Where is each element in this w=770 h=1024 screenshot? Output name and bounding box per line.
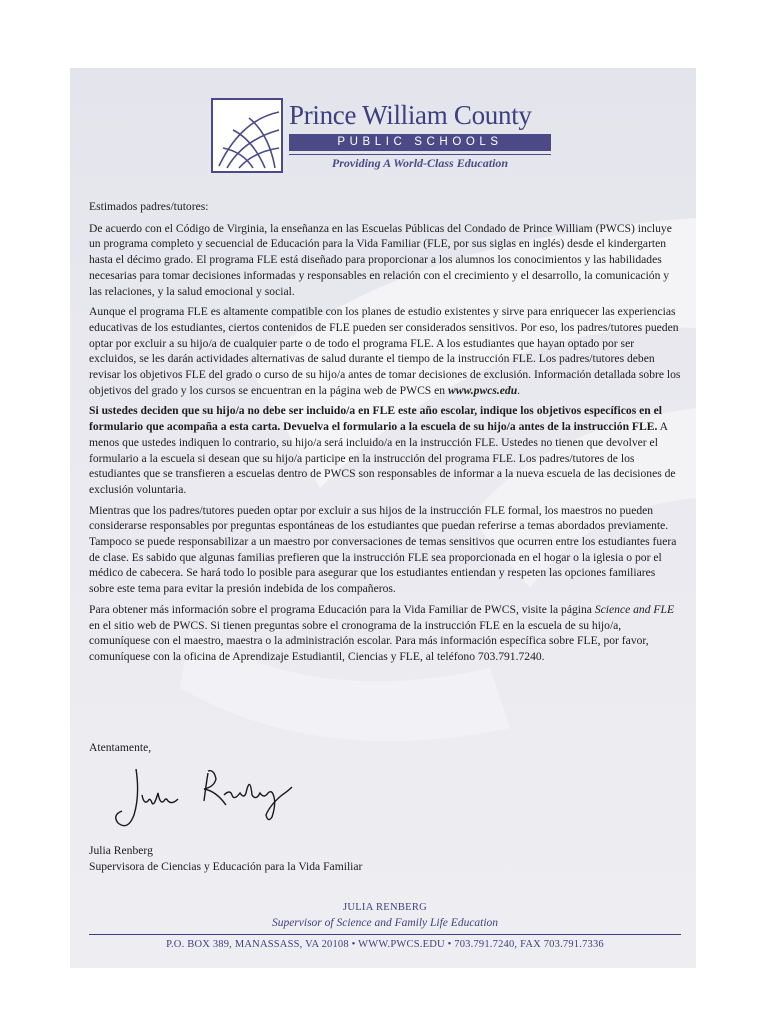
paragraph-2-text: Aunque el programa FLE es altamente compatible con los planes de estudio existentes y sirve para enriquecer las experiencias educativas de los estudiantes, ciertos contenidos de FLE pueden ser considerados sensitivos. Por eso, los padres/tutores pueden optar por excluir a su hijo/a de cualquier parte o de todo el programa FLE. A los estudiantes que hayan optado por ser excluidos, se les darán actividades alternativas de salud durante el tiempo de la instrucción FLE. Los padres/tutores deben revisar los objetivos FLE del grado o curso de su hijo/a antes de tomar decisiones de exclusión. Información detallada sobre los objetivos del grado y los cursos se encuentran en la página web de PWCS en xyxy=(89,305,681,397)
salutation: Estimados padres/tutores: xyxy=(89,200,209,213)
handwritten-signature xyxy=(104,765,304,835)
globe-icon xyxy=(211,98,283,173)
paragraph-4: Mientras que los padres/tutores pueden optar por excluir a sus hijos de la instrucción FLE formal, los maestros no pueden considerarse responsables por preguntas espontáneas de los estudiantes que puedan referirse a temas abordados previamente. Tampoco se puede responsabilizar a un maestro por conversaciones de temas sensitivos que ocurren entre los estudiantes fuera de clase. Es sabido que algunas familias prefieren que la instrucción FLE sea proporcionada en el hogar o la iglesia o por el médico de cabecera. Se hará todo lo posible para asegurar que los estudiantes entiendan y respeten las opciones familiares sobre este tema para evitar la presión indebida de los compañeros. xyxy=(89,503,677,596)
logo-divider xyxy=(289,154,551,155)
science-fle-page-name: Science and FLE xyxy=(594,602,675,616)
paragraph-3-text: A menos que ustedes indiquen lo contrario, su hijo/a será incluido/a en la instrucción FLE. Ustedes no tienen que devolver el formulario a la escuela si desean que su hijo/a participe en la instrucción del programa FLE. Los padres/tutores de los estudiantes que se transfieren a escuelas dentro de PWCS son responsables de informar a la nueva escuela de las decisiones de exclusión voluntaria. xyxy=(89,420,676,496)
district-name: Prince William County xyxy=(289,100,532,130)
paragraph-5 xyxy=(89,602,681,665)
paragraph-1: De acuerdo con el Código de Virginia, la enseñanza en las Escuelas Públicas del Condado de Prince William (PWCS) incluye un programa completo y secuencial de Educación para la Vida Familiar (FLE, por sus siglas en inglés) desde el kindergarten hasta el décimo grado. El programa FLE está diseñado para proporcionar a los alumnos los conocimientos y las habilidades necesarias para tomar decisiones informadas y responsables en relación con el crecimiento y el desarrollo, la comunicación y las relaciones, y la salud emocional y social. xyxy=(89,221,672,298)
footer-address: P.O. BOX 389, MANASSASS, VA 20108 • WWW.PWCS.EDU • 703.791.7240, FAX 703.791.7336 xyxy=(166,939,604,950)
footer-role: Supervisor of Science and Family Life Education xyxy=(271,917,499,929)
footer-name: JULIA RENBERG xyxy=(342,902,428,913)
closing: Atentamente, xyxy=(89,741,152,754)
signer-title: Supervisora de Ciencias y Educación para la Vida Familiar xyxy=(89,860,363,873)
paragraph-5-end: en el sitio web de PWCS. Si tienen preguntas sobre el cronograma de la instrucción FLE en la escuela de su hijo/a, comuníquese con el maestro, maestra o la administración escolar. Para más información específica sobre FLE, por favor, comuníquese con la oficina de Aprendizaje Estudiantil, Ciencias y FLE, al teléfono 703.791.7240. xyxy=(89,618,649,663)
signer-block xyxy=(89,843,362,875)
pwcs-website-link[interactable]: www.pwcs.edu xyxy=(448,383,518,397)
paragraph-3-bold: Si ustedes deciden que su hijo/a no debe ser incluido/a en FLE este año escolar, indique los objetivos específicos en el formulario que acompaña a esta carta. Devuelva el formulario a la escuela de su hijo/a antes de la instrucción FLE. xyxy=(89,404,662,434)
district-subtitle: PUBLIC SCHOOLS xyxy=(289,134,551,151)
pwcs-logo xyxy=(211,98,556,178)
district-tagline: Providing A World-Class Education xyxy=(331,156,509,170)
signer-name: Julia Renberg xyxy=(89,844,153,857)
paragraph-2 xyxy=(89,304,681,398)
paragraph-2-end: . xyxy=(517,383,521,397)
paragraph-5-start: Para obtener más información sobre el programa Educación para la Vida Familiar de PWCS, visite la página xyxy=(89,602,595,616)
letter-body xyxy=(89,199,681,670)
footer-divider xyxy=(89,934,681,935)
paragraph-3 xyxy=(89,403,681,497)
